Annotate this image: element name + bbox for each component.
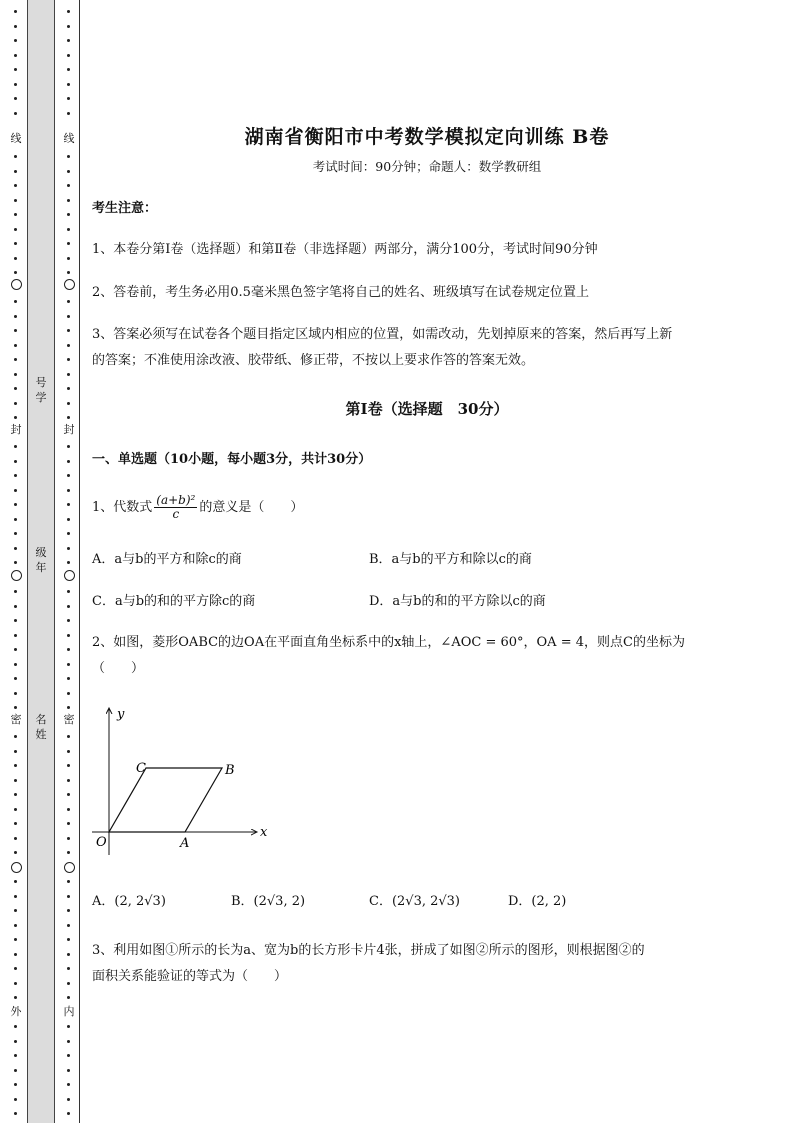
binding-dot <box>14 39 17 42</box>
name-label: 名 姓 <box>35 713 47 741</box>
notice-item-1: 1、本卷分第Ⅰ卷（选择题）和第Ⅱ卷（非选择题）两部分，满分100分，考试时间90分钟 <box>92 242 598 257</box>
label-b: B <box>225 763 235 778</box>
binding-dot <box>14 692 17 695</box>
binding-dot <box>14 112 17 115</box>
binding-dot <box>67 1083 70 1086</box>
binding-dot <box>67 808 70 811</box>
binding-dot <box>14 358 17 361</box>
binding-dot <box>67 822 70 825</box>
binding-dot <box>67 54 70 57</box>
binding-dot <box>14 10 17 13</box>
binding-dot <box>14 1112 17 1115</box>
binding-dot <box>67 677 70 680</box>
inner-circle <box>64 862 75 873</box>
binding-dot <box>67 750 70 753</box>
binding-dot <box>67 764 70 767</box>
binding-dot <box>67 402 70 405</box>
binding-border-line <box>79 0 80 1123</box>
binding-dot <box>14 532 17 535</box>
binding-dot <box>14 1083 17 1086</box>
inner-mark-nei: 内 <box>63 1005 75 1018</box>
binding-dot <box>67 503 70 506</box>
q2-option-c: C．(2√3, 2√3) <box>369 894 461 909</box>
binding-dot <box>67 97 70 100</box>
binding-dot <box>67 851 70 854</box>
student-id-label: 号 学 <box>35 376 47 404</box>
question-1-prefix: 1、代数式 <box>92 500 153 515</box>
rhombus-figure <box>92 700 282 860</box>
binding-dot <box>14 895 17 898</box>
binding-dot <box>14 677 17 680</box>
binding-dot <box>67 1069 70 1072</box>
question-1 <box>92 494 752 521</box>
binding-dot <box>14 750 17 753</box>
notice-item-3-line-2: 的答案；不准使用涂改液、胶带纸、修正带，不按以上要求作答的答案无效。 <box>92 353 535 368</box>
binding-dot <box>67 1025 70 1028</box>
binding-dot <box>14 561 17 564</box>
q1-option-d: D．a与b的和的平方除以c的商 <box>369 594 546 609</box>
binding-dot <box>67 39 70 42</box>
binding-dot <box>67 358 70 361</box>
binding-dot <box>67 634 70 637</box>
binding-dot <box>14 416 17 419</box>
binding-dot <box>14 735 17 738</box>
binding-dot <box>14 257 17 260</box>
binding-dot <box>14 54 17 57</box>
binding-dot <box>14 344 17 347</box>
part-one-title: 第Ⅰ卷（选择题 30分） <box>345 400 509 418</box>
binding-dot <box>67 10 70 13</box>
binding-dot <box>67 561 70 564</box>
grade-label: 级 年 <box>35 546 47 574</box>
binding-dot <box>67 1098 70 1101</box>
binding-dot <box>67 315 70 318</box>
binding-dot <box>14 634 17 637</box>
binding-dot <box>67 257 70 260</box>
binding-dot <box>14 1040 17 1043</box>
binding-dot <box>67 619 70 622</box>
outer-circle <box>11 862 22 873</box>
binding-dot <box>67 300 70 303</box>
binding-dot <box>14 329 17 332</box>
label-a: A <box>180 836 190 851</box>
question-1-suffix: 的意义是（ ） <box>199 500 304 515</box>
binding-dot <box>67 228 70 231</box>
binding-dot <box>67 532 70 535</box>
binding-dot <box>67 474 70 477</box>
binding-dot <box>67 909 70 912</box>
binding-dot <box>67 373 70 376</box>
binding-margin <box>0 0 90 1123</box>
binding-dot <box>67 837 70 840</box>
rhombus-oabc <box>109 768 222 832</box>
binding-dot <box>14 199 17 202</box>
binding-dot <box>67 271 70 274</box>
binding-dot <box>14 184 17 187</box>
binding-dot <box>14 793 17 796</box>
binding-dot <box>67 329 70 332</box>
binding-dot <box>67 982 70 985</box>
binding-dot <box>14 967 17 970</box>
binding-dot <box>67 692 70 695</box>
binding-dot <box>67 170 70 173</box>
binding-dot <box>67 25 70 28</box>
binding-dot <box>67 460 70 463</box>
binding-dot <box>67 184 70 187</box>
binding-dot <box>14 474 17 477</box>
binding-dot <box>14 489 17 492</box>
binding-dot <box>14 779 17 782</box>
binding-dot <box>67 590 70 593</box>
binding-dot <box>14 909 17 912</box>
binding-dot <box>14 590 17 593</box>
binding-dot <box>67 242 70 245</box>
binding-dot <box>14 808 17 811</box>
q2-option-a: A．(2, 2√3) <box>92 894 166 909</box>
binding-dot <box>67 416 70 419</box>
q1-option-b: B．a与b的平方和除以c的商 <box>369 552 532 567</box>
q1-option-c: C．a与b的和的平方除c的商 <box>92 594 256 609</box>
outer-dotted-line <box>9 0 23 1123</box>
inner-circle <box>64 570 75 581</box>
binding-dot <box>14 982 17 985</box>
question-3-line-1: 3、利用如图①所示的长为a、宽为b的长方形卡片4张，拼成了如图②所示的图形，则根据图②的 <box>92 943 645 958</box>
outer-mark-wai: 外 <box>10 1005 22 1018</box>
label-c: C <box>136 761 146 776</box>
inner-circle <box>64 279 75 290</box>
binding-dot <box>67 648 70 651</box>
binding-dot <box>67 445 70 448</box>
binding-dot <box>14 938 17 941</box>
question-3-line-2: 面积关系能验证的等式为（ ） <box>92 969 288 984</box>
binding-dot <box>14 315 17 318</box>
exam-title: 湖南省衡阳市中考数学模拟定向训练 B卷 <box>244 126 610 148</box>
fraction-numerator: (a+b)² <box>156 493 196 507</box>
binding-dot <box>67 344 70 347</box>
binding-dot <box>14 155 17 158</box>
binding-dot <box>14 213 17 216</box>
binding-dot <box>67 938 70 941</box>
binding-dot <box>14 1069 17 1072</box>
binding-dot <box>14 25 17 28</box>
binding-dot <box>14 402 17 405</box>
binding-dot <box>14 648 17 651</box>
binding-dot <box>14 822 17 825</box>
outer-circle <box>11 279 22 290</box>
notice-heading: 考生注意： <box>92 201 158 216</box>
q2-option-d: D．(2, 2) <box>508 894 567 909</box>
binding-dot <box>67 387 70 390</box>
notice-item-2: 2、答卷前，考生务必用0.5毫米黑色签字笔将自己的姓名、班级填写在试卷规定位置上 <box>92 285 589 300</box>
binding-dot <box>67 880 70 883</box>
binding-dot <box>14 68 17 71</box>
inner-mark-xian: 线 <box>63 132 75 145</box>
binding-dot <box>14 996 17 999</box>
binding-dot <box>14 503 17 506</box>
label-x: x <box>260 825 268 840</box>
binding-dot <box>67 953 70 956</box>
binding-dot <box>67 213 70 216</box>
binding-dot <box>67 68 70 71</box>
binding-dot <box>67 112 70 115</box>
binding-dot <box>14 880 17 883</box>
binding-dot <box>14 83 17 86</box>
binding-dot <box>14 953 17 956</box>
notice-item-3-line-1: 3、答案必须写在试卷各个题目指定区域内相应的位置，如需改动，先划掉原来的答案，然后再写上新 <box>92 327 673 342</box>
binding-dot <box>67 489 70 492</box>
exam-subtitle: 考试时间：90分钟；命题人：数学教研组 <box>312 159 542 174</box>
outer-circle <box>11 570 22 581</box>
binding-dot <box>67 996 70 999</box>
binding-dot <box>14 387 17 390</box>
binding-dot <box>67 547 70 550</box>
outer-mark-xian: 线 <box>10 132 22 145</box>
binding-dot <box>67 199 70 202</box>
binding-dot <box>67 1112 70 1115</box>
question-2-line-2: （ ） <box>92 661 145 676</box>
label-y: y <box>117 707 125 722</box>
binding-dot <box>67 1040 70 1043</box>
q2-option-b: B．(2√3, 2) <box>231 894 306 909</box>
binding-dot <box>14 924 17 927</box>
label-o: O <box>96 835 107 850</box>
fraction-denominator: c <box>172 507 180 521</box>
binding-dot <box>67 1054 70 1057</box>
binding-dot <box>67 895 70 898</box>
binding-dot <box>67 924 70 927</box>
question-2-line-1: 2、如图，菱形OABC的边OA在平面直角坐标系中的x轴上，∠AOC = 60°，OA = 4，则点C的坐标为 <box>92 635 685 650</box>
binding-dot <box>14 518 17 521</box>
binding-dot <box>14 837 17 840</box>
binding-dot <box>14 547 17 550</box>
binding-dot <box>14 605 17 608</box>
binding-dot <box>14 1098 17 1101</box>
section-heading: 一、单选题（10小题，每小题3分，共计30分） <box>92 452 372 467</box>
binding-dot <box>67 706 70 709</box>
outer-mark-mi: 密 <box>10 713 22 726</box>
binding-dot <box>67 967 70 970</box>
binding-dot <box>14 1025 17 1028</box>
binding-dot <box>14 228 17 231</box>
outer-mark-feng: 封 <box>10 423 22 436</box>
binding-dot <box>14 663 17 666</box>
binding-dot <box>14 170 17 173</box>
inner-dotted-line <box>62 0 76 1123</box>
binding-dot <box>14 97 17 100</box>
binding-dot <box>67 793 70 796</box>
binding-dot <box>14 242 17 245</box>
binding-dot <box>14 1054 17 1057</box>
inner-mark-feng: 封 <box>63 423 75 436</box>
binding-dot <box>14 271 17 274</box>
binding-dot <box>14 373 17 376</box>
binding-dot <box>67 605 70 608</box>
binding-dot <box>67 779 70 782</box>
binding-dot <box>67 663 70 666</box>
binding-dot <box>67 735 70 738</box>
q1-option-a: A．a与b的平方和除c的商 <box>92 552 242 567</box>
fraction <box>154 494 197 521</box>
binding-dot <box>14 619 17 622</box>
inner-mark-mi: 密 <box>63 713 75 726</box>
binding-dot <box>14 460 17 463</box>
binding-dot <box>67 518 70 521</box>
binding-dot <box>67 155 70 158</box>
binding-dot <box>14 851 17 854</box>
binding-dot <box>14 445 17 448</box>
binding-dot <box>67 83 70 86</box>
binding-dot <box>14 706 17 709</box>
binding-dot <box>14 300 17 303</box>
binding-dot <box>14 764 17 767</box>
